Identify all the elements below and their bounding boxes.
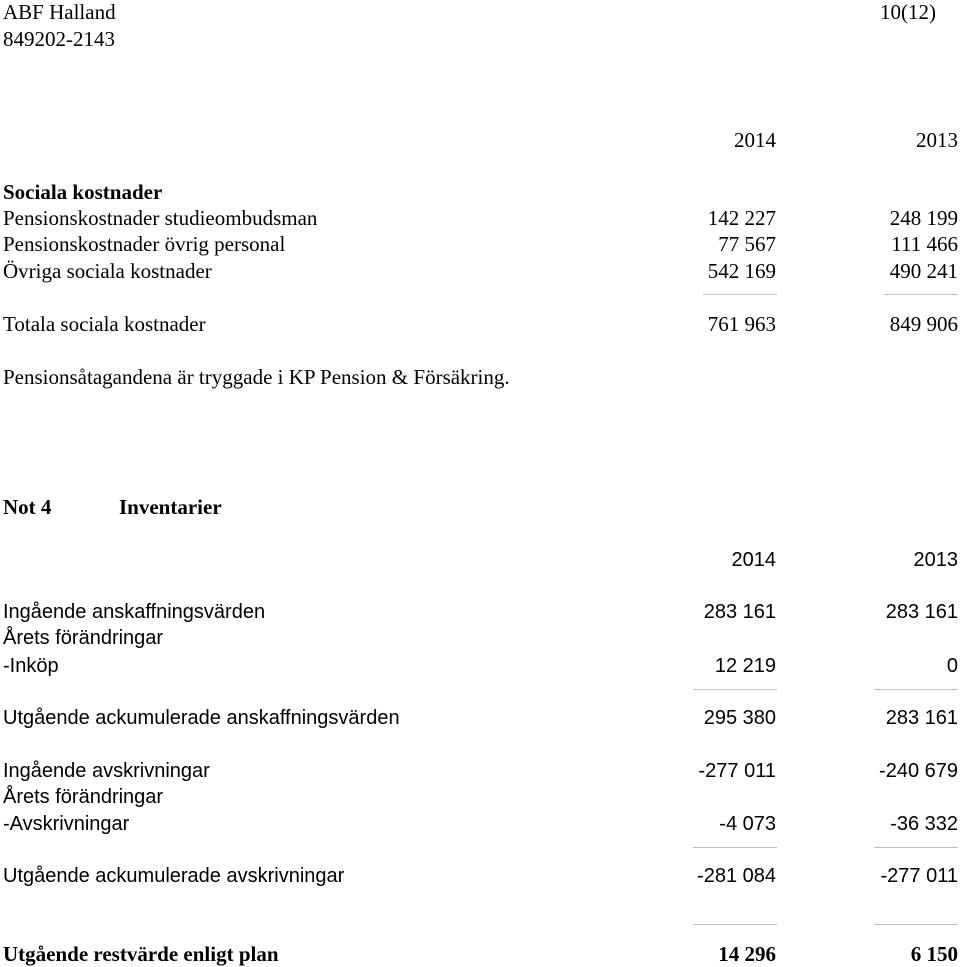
value-2013: 283 161 <box>885 601 958 623</box>
value-2014: 12 219 <box>714 655 776 677</box>
sum-rule <box>703 294 777 295</box>
value-2014: 142 227 <box>707 206 776 230</box>
year-header-2013: 2013 <box>913 549 958 571</box>
note-number: Not 4 <box>3 495 52 519</box>
sum-rule <box>874 847 958 848</box>
sum-rule <box>693 847 777 848</box>
row-label: -Inköp <box>3 655 59 677</box>
sum-rule <box>693 924 777 925</box>
page-number: 10(12) <box>880 0 936 24</box>
value-2013: 283 161 <box>885 707 958 729</box>
value-2014: 761 963 <box>707 312 776 336</box>
row-label: Utgående ackumulerade avskrivningar <box>3 865 345 887</box>
value-2013: 248 199 <box>889 206 958 230</box>
sum-rule <box>874 924 958 925</box>
row-label: Utgående restvärde enligt plan <box>3 942 279 966</box>
value-2014: 77 567 <box>718 232 776 256</box>
row-label: Totala sociala kostnader <box>3 312 206 336</box>
value-2013: 0 <box>946 655 958 677</box>
value-2013: 490 241 <box>889 259 958 283</box>
row-label: Årets förändringar <box>3 786 164 808</box>
value-2013: 111 466 <box>891 232 958 256</box>
row-label: Ingående anskaffningsvärden <box>3 601 266 623</box>
sum-rule <box>693 689 777 690</box>
value-2014: 283 161 <box>703 601 776 623</box>
value-2013: -240 679 <box>879 760 958 782</box>
value-2013: -277 011 <box>880 865 958 887</box>
row-label: Utgående ackumulerade anskaffningsvärden <box>3 707 400 729</box>
row-label: -Avskrivningar <box>3 813 130 835</box>
year-header-2013: 2013 <box>916 128 958 152</box>
row-label: Pensionskostnader studieombudsman <box>3 206 318 230</box>
row-label: Årets förändringar <box>3 627 164 649</box>
note-text: Pensionsåtagandena är tryggade i KP Pension & Försäkring. <box>3 365 510 389</box>
section-heading: Sociala kostnader <box>3 180 163 204</box>
value-2013: -36 332 <box>890 813 958 835</box>
row-label: Ingående avskrivningar <box>3 760 210 782</box>
organization-name: ABF Halland <box>3 0 116 24</box>
value-2014: -281 084 <box>697 865 776 887</box>
sum-rule <box>874 689 958 690</box>
value-2014: 14 296 <box>718 942 776 966</box>
row-label: Övriga sociala kostnader <box>3 259 212 283</box>
value-2013: 849 906 <box>889 312 958 336</box>
organization-number: 849202-2143 <box>3 27 115 51</box>
row-label: Pensionskostnader övrig personal <box>3 232 286 256</box>
sum-rule <box>884 294 958 295</box>
note-title: Inventarier <box>119 495 222 519</box>
value-2014: -277 011 <box>698 760 776 782</box>
value-2014: -4 073 <box>719 813 776 835</box>
value-2014: 295 380 <box>703 707 776 729</box>
value-2014: 542 169 <box>707 259 776 283</box>
year-header-2014: 2014 <box>731 549 776 571</box>
value-2013: 6 150 <box>910 942 958 966</box>
year-header-2014: 2014 <box>734 128 776 152</box>
